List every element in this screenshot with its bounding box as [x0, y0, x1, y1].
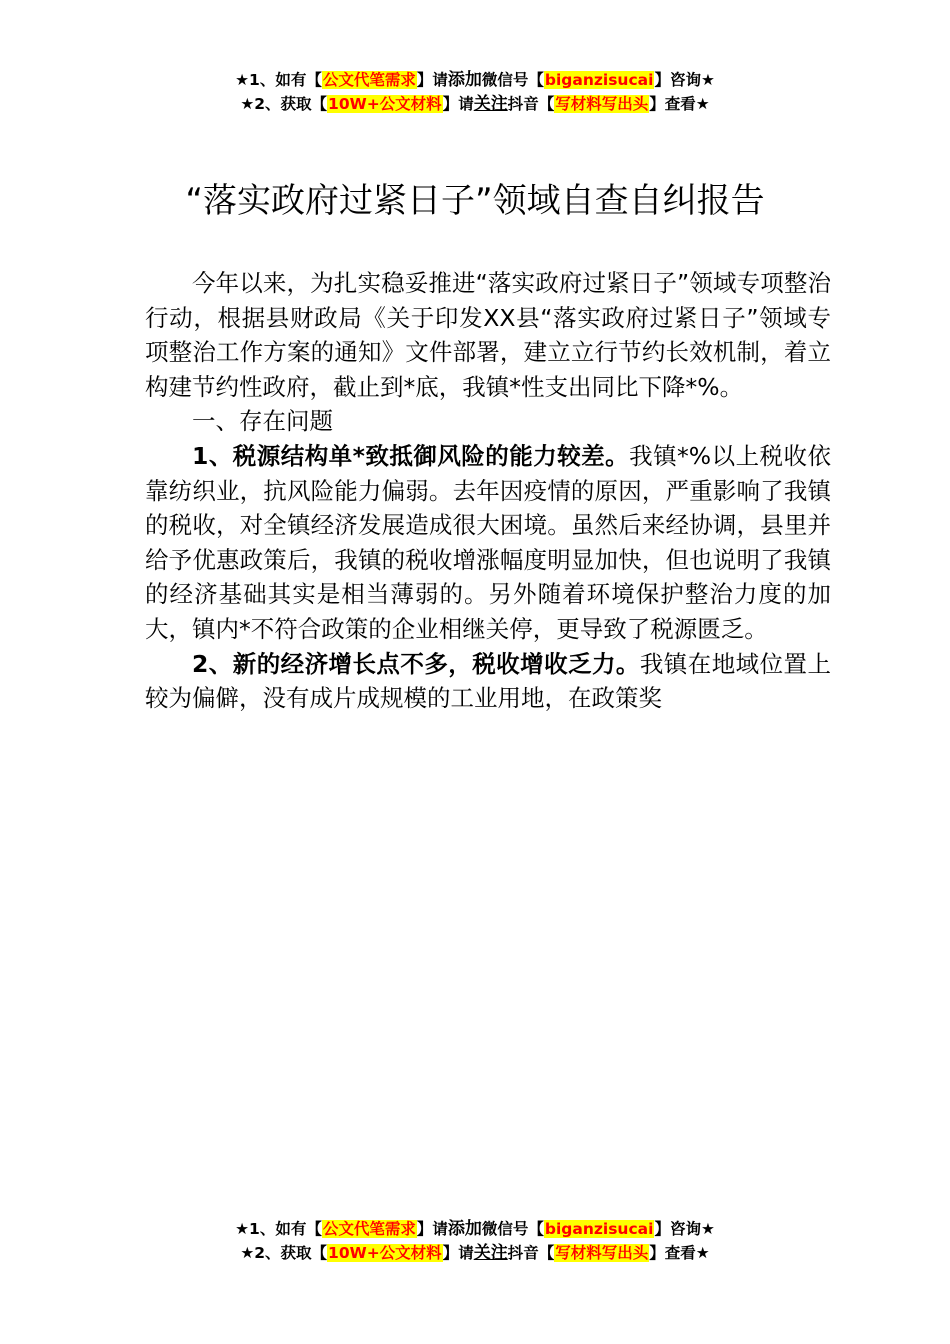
problem-item-1	[145, 439, 831, 647]
banner-line-1: ★1、如有【公文代笔需求】请添加微信号【biganzisucai】咨询★	[235, 70, 715, 90]
problem-item-2	[145, 647, 831, 716]
highlight-douyin: 写材料写出头	[555, 95, 649, 113]
highlight-service: 公文代笔需求	[322, 1220, 416, 1238]
document-body	[145, 266, 831, 716]
section-heading: 一、存在问题	[192, 407, 333, 436]
footer-banner	[0, 1217, 950, 1265]
highlight-wechat-id: biganzisucai	[544, 1220, 654, 1238]
highlight-materials: 10W+公文材料	[328, 1244, 442, 1262]
intro-paragraph: 今年以来，为扎实稳妥推进“落实政府过紧日子”领域专项整治行动，根据县财政局《关于印发XX县“落实政府过紧日子”领域专项整治工作方案的通知》文件部署，建立立行节约长效机制，着立构建节约性政府，截止到*底，我镇*性支出同比下降*%。	[145, 269, 831, 401]
banner-line-2: ★2、获取【10W+公文材料】请关注抖音【写材料写出头】查看★	[240, 1243, 710, 1263]
banner-line-2: ★2、获取【10W+公文材料】请关注抖音【写材料写出头】查看★	[240, 94, 710, 114]
document-title: “落实政府过紧日子”领域自查自纠报告	[185, 181, 765, 221]
problem-item-2-title: 2、新的经济增长点不多，税收增收乏力。	[192, 649, 640, 678]
highlight-service: 公文代笔需求	[322, 71, 416, 89]
problem-item-2-text: 我镇在地域位置上较为偏僻，没有成片成规模的工业用地，在政策奖	[145, 649, 831, 713]
header-banner	[0, 68, 950, 116]
problem-item-1-text: 我镇*%以上税收依靠纺织业，抗风险能力偏弱。去年因疫情的原因，严重影响了我镇的税收，对全镇经济发展造成很大困境。虽然后来经协调，县里并给予优惠政策后，我镇的税收增涨幅度明显加快，但也说明了我镇的经济基础其实是相当薄弱的。另外随着环境保护整治力度的加大，镇内*不符合政策的企业相继关停，更导致了税源匮乏。	[145, 441, 831, 643]
problem-item-1-title: 1、税源结构单*致抵御风险的能力较差。	[192, 441, 630, 470]
banner-line-1: ★1、如有【公文代笔需求】请添加微信号【biganzisucai】咨询★	[235, 1219, 715, 1239]
highlight-douyin: 写材料写出头	[555, 1244, 649, 1262]
highlight-wechat-id: biganzisucai	[544, 71, 654, 89]
highlight-materials: 10W+公文材料	[328, 95, 442, 113]
